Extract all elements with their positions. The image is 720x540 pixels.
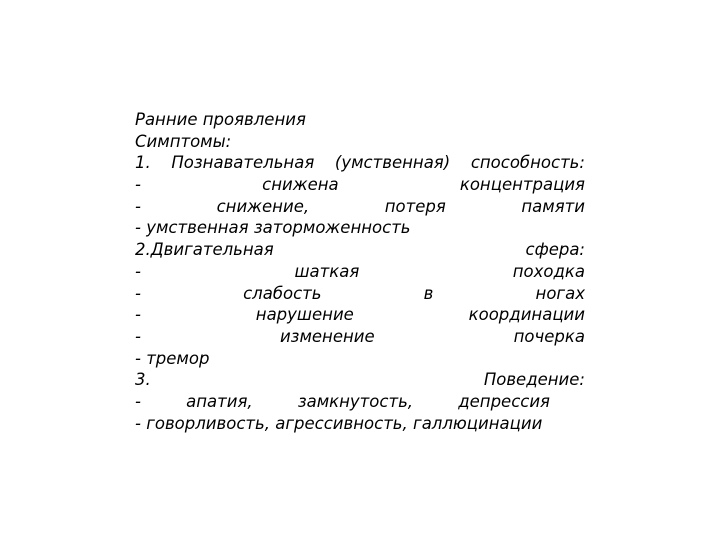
- text-word: 3.: [135, 370, 151, 390]
- text-word: слабость: [243, 283, 322, 303]
- text-word: координации: [468, 305, 585, 325]
- text-word: способность:: [470, 153, 585, 173]
- text-word: -: [135, 326, 141, 346]
- text-line: [135, 174, 585, 196]
- text-word: Поведение:: [483, 370, 585, 390]
- text-word: Познавательная: [171, 153, 315, 173]
- text-word: памяти: [521, 196, 585, 216]
- text-word: Ранние проявления: [135, 110, 306, 129]
- text-word: снижение,: [216, 196, 310, 216]
- text-line: [135, 283, 585, 305]
- text-word: - умственная заторможенность: [135, 218, 411, 238]
- text-line: [135, 326, 585, 348]
- text-line: [135, 369, 585, 391]
- text-line: [135, 304, 585, 326]
- text-word: нарушение: [255, 305, 354, 325]
- text-word: - говорливость, агрессивность, галлюцинации: [135, 413, 543, 433]
- text-word: -: [135, 391, 141, 411]
- text-line: [135, 217, 585, 239]
- text-word: -: [135, 261, 141, 281]
- text-line: [135, 131, 585, 153]
- text-word: потеря: [384, 196, 446, 216]
- text-word: изменение: [279, 326, 375, 346]
- text-line: [135, 109, 585, 131]
- text-line: [135, 261, 585, 283]
- text-word: -: [135, 283, 141, 303]
- text-line: [135, 413, 585, 435]
- text-line: [135, 348, 585, 370]
- text-word: сфера:: [525, 240, 585, 260]
- text-word: апатия,: [186, 391, 253, 411]
- text-word: депрессия: [458, 391, 550, 411]
- text-line: [135, 391, 550, 413]
- text-word: -: [135, 196, 141, 216]
- text-word: походка: [512, 261, 585, 281]
- text-word: замкнутость,: [297, 391, 414, 411]
- text-word: ногах: [535, 283, 585, 303]
- text-word: шаткая: [294, 261, 360, 281]
- text-line: [135, 239, 585, 261]
- text-word: (умственная): [334, 153, 451, 173]
- text-word: -: [135, 175, 141, 195]
- text-word: 1.: [135, 153, 151, 173]
- text-word: концентрация: [459, 175, 585, 195]
- text-word: 2.Двигательная: [135, 240, 274, 260]
- text-word: в: [423, 283, 434, 303]
- text-word: - тремор: [135, 348, 210, 368]
- symptoms-text-block: [135, 109, 585, 434]
- text-word: снижена: [262, 175, 339, 195]
- text-word: почерка: [513, 326, 585, 346]
- text-word: Симптомы:: [135, 131, 232, 151]
- text-word: -: [135, 305, 141, 325]
- text-line: [135, 196, 585, 218]
- text-line: [135, 152, 585, 174]
